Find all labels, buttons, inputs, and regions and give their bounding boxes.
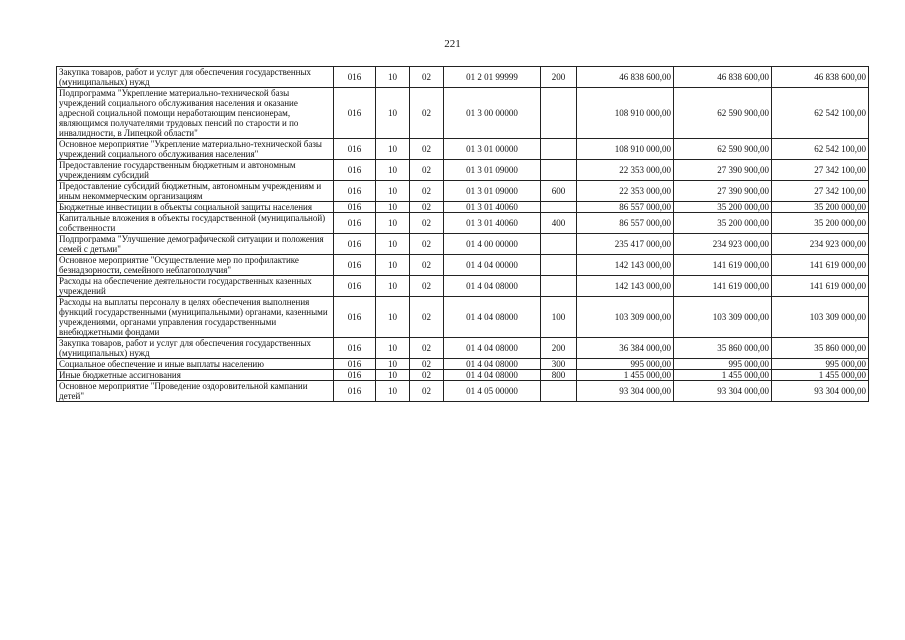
amount-year-2: 62 590 900,00 <box>674 88 772 139</box>
row-name: Основное мероприятие "Проведение оздоровительной кампании детей" <box>57 381 334 402</box>
row-name: Предоставление государственным бюджетным и автономным учреждениям субсидий <box>57 160 334 181</box>
target-article: 01 4 00 00000 <box>444 234 541 255</box>
target-article: 01 4 04 08000 <box>444 276 541 297</box>
section-code: 10 <box>376 139 410 160</box>
expense-kind <box>541 276 577 297</box>
subsection-code: 02 <box>410 255 444 276</box>
table-row <box>57 381 869 402</box>
table-row <box>57 276 869 297</box>
expense-kind: 300 <box>541 359 577 370</box>
target-article: 01 4 04 08000 <box>444 370 541 381</box>
amount-year-1: 93 304 000,00 <box>577 381 674 402</box>
section-code: 10 <box>376 359 410 370</box>
table-row <box>57 234 869 255</box>
ministry-code: 016 <box>334 276 376 297</box>
subsection-code: 02 <box>410 276 444 297</box>
section-code: 10 <box>376 370 410 381</box>
ministry-code: 016 <box>334 381 376 402</box>
amount-year-3: 46 838 600,00 <box>772 67 869 88</box>
amount-year-3: 35 200 000,00 <box>772 213 869 234</box>
ministry-code: 016 <box>334 213 376 234</box>
subsection-code: 02 <box>410 181 444 202</box>
section-code: 10 <box>376 67 410 88</box>
table-row <box>57 160 869 181</box>
target-article: 01 4 05 00000 <box>444 381 541 402</box>
row-name: Капитальные вложения в объекты государственной (муниципальной) собственности <box>57 213 334 234</box>
row-name: Предоставление субсидий бюджетным, автономным учреждениям и иным некоммерческим организациям <box>57 181 334 202</box>
target-article: 01 3 01 09000 <box>444 160 541 181</box>
amount-year-3: 62 542 100,00 <box>772 88 869 139</box>
expense-kind <box>541 88 577 139</box>
page-number: 221 <box>444 38 461 50</box>
expense-kind: 400 <box>541 213 577 234</box>
budget-table <box>56 66 869 402</box>
ministry-code: 016 <box>334 67 376 88</box>
subsection-code: 02 <box>410 297 444 338</box>
target-article: 01 4 04 08000 <box>444 338 541 359</box>
amount-year-2: 93 304 000,00 <box>674 381 772 402</box>
expense-kind <box>541 139 577 160</box>
amount-year-1: 103 309 000,00 <box>577 297 674 338</box>
amount-year-3: 27 342 100,00 <box>772 181 869 202</box>
amount-year-1: 108 910 000,00 <box>577 139 674 160</box>
row-name: Подпрограмма "Улучшение демографической ситуации и положения семей с детьми" <box>57 234 334 255</box>
target-article: 01 3 00 00000 <box>444 88 541 139</box>
subsection-code: 02 <box>410 139 444 160</box>
target-article: 01 3 01 40060 <box>444 202 541 213</box>
target-article: 01 3 01 40060 <box>444 213 541 234</box>
amount-year-1: 108 910 000,00 <box>577 88 674 139</box>
table-row <box>57 370 869 381</box>
amount-year-2: 46 838 600,00 <box>674 67 772 88</box>
expense-kind: 200 <box>541 338 577 359</box>
amount-year-3: 27 342 100,00 <box>772 160 869 181</box>
row-name: Социальное обеспечение и иные выплаты населению <box>57 359 334 370</box>
amount-year-2: 103 309 000,00 <box>674 297 772 338</box>
ministry-code: 016 <box>334 181 376 202</box>
amount-year-3: 141 619 000,00 <box>772 276 869 297</box>
target-article: 01 3 01 00000 <box>444 139 541 160</box>
table-row <box>57 202 869 213</box>
subsection-code: 02 <box>410 88 444 139</box>
target-article: 01 4 04 08000 <box>444 297 541 338</box>
section-code: 10 <box>376 234 410 255</box>
amount-year-1: 235 417 000,00 <box>577 234 674 255</box>
ministry-code: 016 <box>334 297 376 338</box>
subsection-code: 02 <box>410 202 444 213</box>
section-code: 10 <box>376 276 410 297</box>
section-code: 10 <box>376 181 410 202</box>
amount-year-2: 995 000,00 <box>674 359 772 370</box>
ministry-code: 016 <box>334 359 376 370</box>
row-name: Бюджетные инвестиции в объекты социальной защиты населения <box>57 202 334 213</box>
table-row <box>57 88 869 139</box>
table-row <box>57 181 869 202</box>
row-name: Закупка товаров, работ и услуг для обеспечения государственных (муниципальных) нужд <box>57 67 334 88</box>
expense-kind <box>541 234 577 255</box>
table-row <box>57 139 869 160</box>
amount-year-2: 35 200 000,00 <box>674 213 772 234</box>
amount-year-2: 234 923 000,00 <box>674 234 772 255</box>
section-code: 10 <box>376 381 410 402</box>
section-code: 10 <box>376 338 410 359</box>
table-row <box>57 338 869 359</box>
amount-year-2: 141 619 000,00 <box>674 276 772 297</box>
expense-kind <box>541 160 577 181</box>
subsection-code: 02 <box>410 381 444 402</box>
expense-kind <box>541 381 577 402</box>
ministry-code: 016 <box>334 202 376 213</box>
amount-year-2: 35 200 000,00 <box>674 202 772 213</box>
ministry-code: 016 <box>334 370 376 381</box>
row-name: Основное мероприятие "Укрепление материально-технической базы учреждений социального обслуживания населения" <box>57 139 334 160</box>
row-name: Расходы на обеспечение деятельности государственных казенных учреждений <box>57 276 334 297</box>
amount-year-1: 86 557 000,00 <box>577 213 674 234</box>
table-row <box>57 359 869 370</box>
amount-year-1: 995 000,00 <box>577 359 674 370</box>
table-row <box>57 297 869 338</box>
section-code: 10 <box>376 297 410 338</box>
target-article: 01 4 04 00000 <box>444 255 541 276</box>
amount-year-1: 22 353 000,00 <box>577 160 674 181</box>
amount-year-3: 62 542 100,00 <box>772 139 869 160</box>
ministry-code: 016 <box>334 338 376 359</box>
target-article: 01 2 01 99999 <box>444 67 541 88</box>
amount-year-2: 1 455 000,00 <box>674 370 772 381</box>
amount-year-2: 27 390 900,00 <box>674 160 772 181</box>
section-code: 10 <box>376 202 410 213</box>
subsection-code: 02 <box>410 160 444 181</box>
table-body <box>57 67 869 402</box>
amount-year-3: 103 309 000,00 <box>772 297 869 338</box>
amount-year-2: 35 860 000,00 <box>674 338 772 359</box>
ministry-code: 016 <box>334 88 376 139</box>
amount-year-1: 142 143 000,00 <box>577 255 674 276</box>
amount-year-2: 62 590 900,00 <box>674 139 772 160</box>
target-article: 01 3 01 09000 <box>444 181 541 202</box>
section-code: 10 <box>376 160 410 181</box>
ministry-code: 016 <box>334 255 376 276</box>
amount-year-3: 93 304 000,00 <box>772 381 869 402</box>
subsection-code: 02 <box>410 370 444 381</box>
table-row <box>57 213 869 234</box>
amount-year-3: 35 200 000,00 <box>772 202 869 213</box>
amount-year-2: 27 390 900,00 <box>674 181 772 202</box>
row-name: Основное мероприятие "Осуществление мер по профилактике безнадзорности, семейного неблагополучия" <box>57 255 334 276</box>
amount-year-3: 35 860 000,00 <box>772 338 869 359</box>
row-name: Подпрограмма "Укрепление материально-технической базы учреждений социального обслуживания населения и оказание адресной социальной помощи неработающим пенсионерам, являющимся получателями трудовых пенсий по старости и по инвалидности, в Липецкой области" <box>57 88 334 139</box>
subsection-code: 02 <box>410 359 444 370</box>
amount-year-1: 86 557 000,00 <box>577 202 674 213</box>
amount-year-1: 142 143 000,00 <box>577 276 674 297</box>
table-row <box>57 255 869 276</box>
ministry-code: 016 <box>334 160 376 181</box>
subsection-code: 02 <box>410 213 444 234</box>
expense-kind: 200 <box>541 67 577 88</box>
expense-kind <box>541 255 577 276</box>
amount-year-1: 22 353 000,00 <box>577 181 674 202</box>
amount-year-3: 1 455 000,00 <box>772 370 869 381</box>
section-code: 10 <box>376 255 410 276</box>
amount-year-3: 234 923 000,00 <box>772 234 869 255</box>
expense-kind: 800 <box>541 370 577 381</box>
amount-year-2: 141 619 000,00 <box>674 255 772 276</box>
amount-year-1: 1 455 000,00 <box>577 370 674 381</box>
expense-kind: 100 <box>541 297 577 338</box>
section-code: 10 <box>376 88 410 139</box>
subsection-code: 02 <box>410 67 444 88</box>
amount-year-3: 141 619 000,00 <box>772 255 869 276</box>
row-name: Расходы на выплаты персоналу в целях обеспечения выполнения функций государственными (муниципальными) органами, казенными учреждениями, органами управления государственными внебюджетными фондами <box>57 297 334 338</box>
ministry-code: 016 <box>334 139 376 160</box>
expense-kind: 600 <box>541 181 577 202</box>
expense-kind <box>541 202 577 213</box>
subsection-code: 02 <box>410 338 444 359</box>
amount-year-1: 36 384 000,00 <box>577 338 674 359</box>
subsection-code: 02 <box>410 234 444 255</box>
ministry-code: 016 <box>334 234 376 255</box>
amount-year-1: 46 838 600,00 <box>577 67 674 88</box>
section-code: 10 <box>376 213 410 234</box>
row-name: Закупка товаров, работ и услуг для обеспечения государственных (муниципальных) нужд <box>57 338 334 359</box>
target-article: 01 4 04 08000 <box>444 359 541 370</box>
amount-year-3: 995 000,00 <box>772 359 869 370</box>
row-name: Иные бюджетные ассигнования <box>57 370 334 381</box>
table-row <box>57 67 869 88</box>
